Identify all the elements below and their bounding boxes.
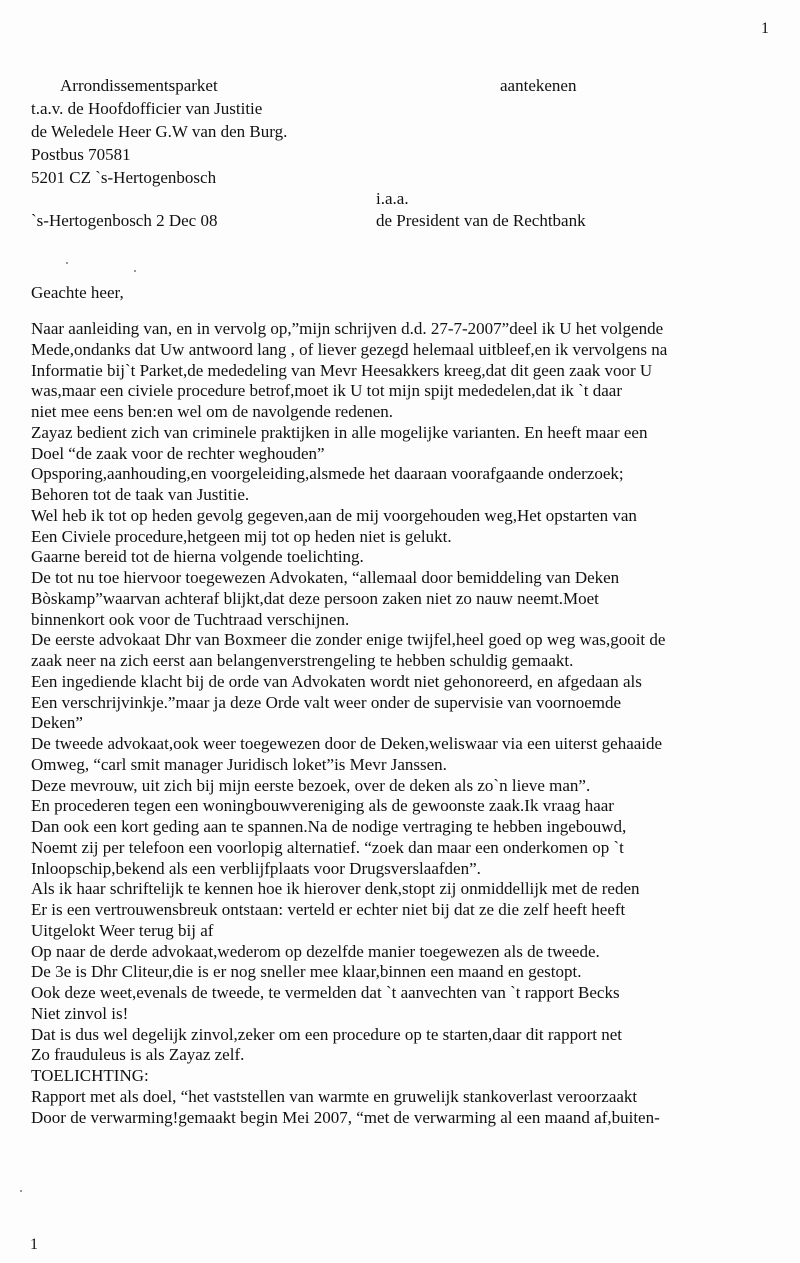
body-line: De tweede advokaat,ook weer toegewezen door de Deken,weliswaar via een uiterst gehaaide [31,734,663,753]
body-line: Er is een vertrouwensbreuk ontstaan: verteld er echter niet bij dat ze die zelf heeft heeft [31,900,626,919]
body-line: Een ingediende klacht bij de orde van Advokaten wordt niet gehonoreerd, en afgedaan als [31,671,642,691]
greeting: Geachte heer, [31,283,124,302]
body-line: Op naar de derde advokaat,wederom op dezelfde manier toegewezen als de tweede. [31,941,600,961]
body-line: Uitgelokt Weer terug bij af [31,920,214,940]
body-line: Zo frauduleus is als Zayaz zelf. [31,1045,245,1065]
body-line: Deken” [31,713,83,733]
body-line: De eerste advokaat Dhr van Boxmeer die zonder enige twijfel,heel goed op weg was,gooit de [31,630,666,650]
body-line: Dat is dus wel degelijk zinvol,zeker om een procedure op te starten,daar dit rapport net [31,1024,623,1044]
body-line: Informatie bij`t Parket,de mededeling van Mevr Heesakkers kreeg,dat dit geen zaak voor U [31,360,653,380]
scan-speck [20,1190,22,1192]
body-line: Mede,ondanks dat Uw antwoord lang , of liever gezegd helemaal uitbleef,en ik vervolgens na [31,339,668,359]
address-line-3: de Weledele Heer G.W van den Burg. [31,122,288,141]
body-line: Een Civiele procedure,hetgeen mij tot op heden niet is gelukt. [31,526,452,546]
body-line: TOELICHTING: [31,1066,149,1085]
page-number-top: 1 [761,20,769,37]
body-line: Als ik haar schriftelijk te kennen hoe ik hierover denk,stopt zij onmiddellijk met de reden [31,879,640,899]
body-line: zaak neer na zich eerst aan belangenverstrengeling te hebben schuldig gemaakt. [31,651,574,670]
body-line: Wel heb ik tot op heden gevolg gegeven,aan de mij voorgehouden weg,Het opstarten van [31,505,637,525]
cc-recipient: de President van de Rechtbank [376,211,586,230]
body-line: En procederen tegen een woningbouwvereniging als de gewoonste zaak.Ik vraag haar [31,796,614,816]
body-line: De 3e is Dhr Cliteur,die is er nog sneller mee klaar,binnen een maand en gestopt. [31,962,582,982]
place-date: `s-Hertogenbosch 2 Dec 08 [31,211,218,230]
body-line: binnenkort ook voor de Tuchtraad verschijnen. [31,609,350,629]
body-line: Omweg, “carl smit manager Juridisch loket”is Mevr Janssen. [31,754,447,774]
body-line: was,maar een civiele procedure betrof,moet ik U tot mijn spijt mededelen,dat ik `t daar [31,381,623,401]
body-line: De tot nu toe hiervoor toegewezen Advokaten, “allemaal door bemiddeling van Deken [31,568,620,587]
letter-body [31,319,796,1128]
scan-speck [134,270,136,272]
body-line: Dan ook een kort geding aan te spannen.Na de nodige vertraging te hebben ingebouwd, [31,817,627,836]
body-line: Doel “de zaak voor de rechter weghouden” [31,443,325,463]
body-line: Zayaz bedient zich van criminele praktijken in alle mogelijke varianten. En heeft maar een [31,422,648,442]
body-line: Naar aanleiding van, en in vervolg op,”mijn schrijven d.d. 27-7-2007”deel ik U het volgende [31,319,664,338]
body-line: Niet zinvol is! [31,1003,129,1023]
body-line: Behoren tot de taak van Justitie. [31,485,250,504]
scan-speck [66,262,68,264]
body-line: Bòskamp”waarvan achteraf blijkt,dat deze persoon zaken niet zo nauw neemt.Moet [31,588,599,608]
page-number-bottom: 1 [30,1236,38,1253]
iaa-label: i.a.a. [376,189,409,208]
body-line: Opsporing,aanhouding,en voorgeleiding,alsmede het daaraan voorafgaande onderzoek; [31,464,624,484]
body-line: Een verschrijvinkje.”maar ja deze Orde valt weer onder de supervisie van voornoemde [31,692,622,712]
body-line: Deze mevrouw, uit zich bij mijn eerste bezoek, over de deken als zo`n lieve man”. [31,775,591,795]
address-line-2: t.a.v. de Hoofdofficier van Justitie [31,99,263,118]
body-line: Noemt zij per telefoon een voorlopig alternatief. “zoek dan maar een onderkomen op `t [31,837,624,857]
address-line-5: 5201 CZ `s-Hertogenbosch [31,168,217,187]
address-line-1: Arrondissementsparket [60,76,218,95]
body-line: Gaarne bereid tot de hierna volgende toelichting. [31,547,364,567]
body-line: Rapport met als doel, “het vaststellen van warmte en gruwelijk stankoverlast veroorzaakt [31,1086,638,1106]
body-line: Ook deze weet,evenals de tweede, te vermelden dat `t aanvechten van `t rapport Becks [31,983,620,1002]
body-line: niet mee eens ben:en wel om de navolgende redenen. [31,402,394,421]
address-line-4: Postbus 70581 [31,145,131,164]
delivery-mark: aantekenen [500,76,577,95]
body-line: Door de verwarming!gemaakt begin Mei 2007, “met de verwarming al een maand af,buiten- [31,1107,660,1127]
body-line: Inloopschip,bekend als een verblijfplaats voor Drugsverslaafden”. [31,858,481,878]
